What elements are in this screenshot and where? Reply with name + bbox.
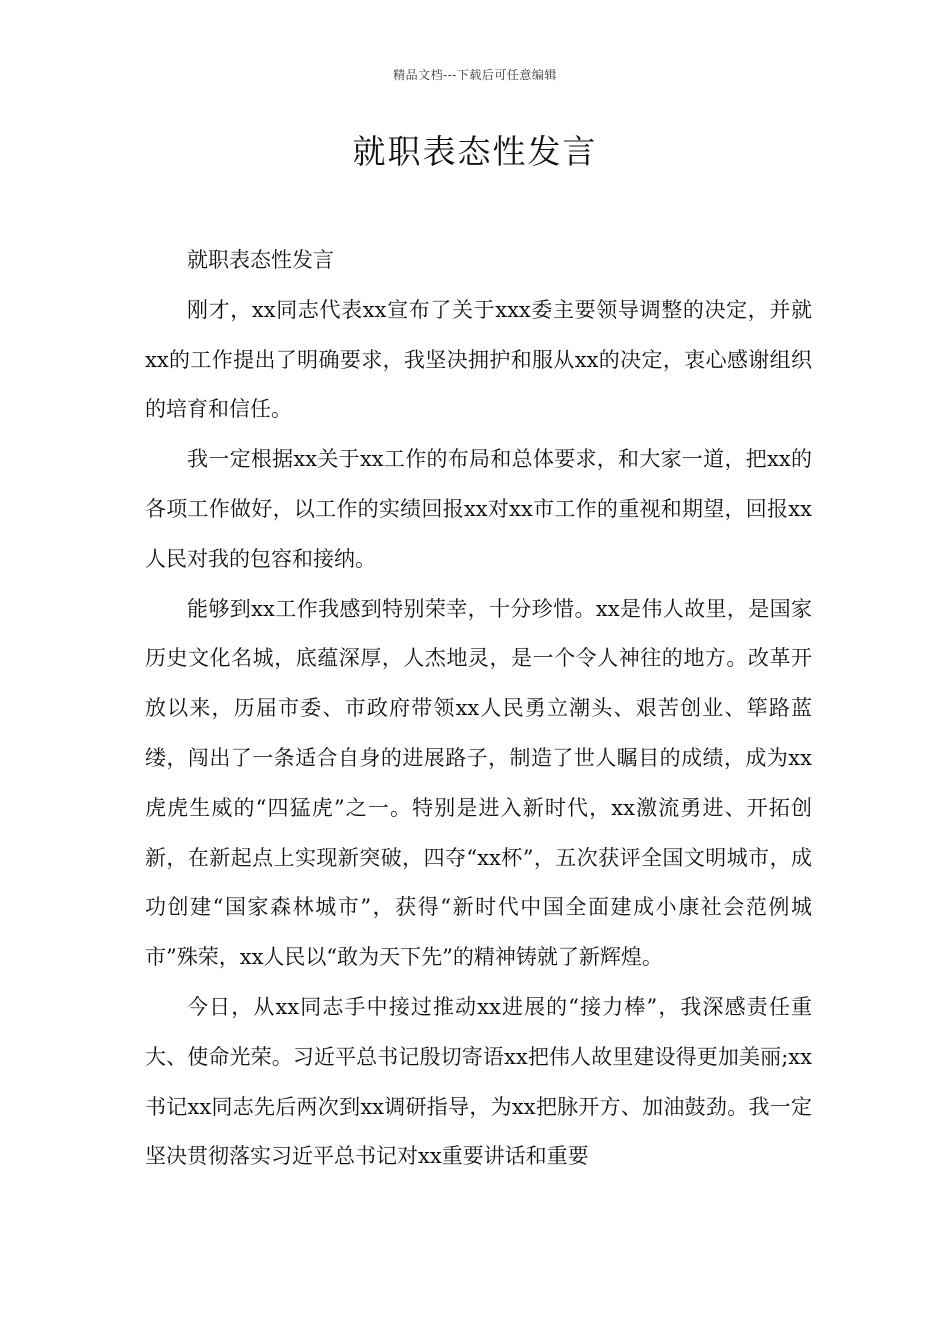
paragraph: 刚才，xx同志代表xx宣布了关于xxx委主要领导调整的决定，并就xx的工作提出了明确要求，我坚决拥护和服从xx的决定，衷心感谢组织的培育和信任。 [145, 297, 812, 422]
paragraph: 我一定根据xx关于xx工作的布局和总体要求，和大家一道，把xx的各项工作做好，以工作的实绩回报xx对xx市工作的重视和期望，回报xx人民对我的包容和接纳。 [145, 447, 812, 571]
paragraph: 今日，从xx同志手中接过推动xx进展的“接力棒”，我深感责任重大、使命光荣。习近平总书记殷切寄语xx把伟人故里建设得更加美丽;xx书记xx同志先后两次到xx调研指导，为xx把脉开方、加油鼓劲。我一定坚决贯彻落实习近平总书记对xx重要讲话和重要 [145, 994, 812, 1169]
header-note: 精品文档---下载后可任意编辑 [393, 68, 557, 82]
paragraph-subtitle: 就职表态性发言 [187, 248, 334, 272]
page-title: 就职表态性发言 [352, 132, 598, 171]
document-body [145, 236, 812, 1182]
paragraph: 能够到xx工作我感到特别荣幸，十分珍惜。xx是伟人故里，是国家历史文化名城，底蕴深厚，人杰地灵，是一个令人神往的地方。改革开放以来，历届市委、市政府带领xx人民勇立潮头、艰苦创业、筚路蓝缕，闯出了一条适合自身的进展路子，制造了世人瞩目的成绩，成为xx虎虎生威的“四猛虎”之一。特别是进入新时代，xx激流勇进、开拓创新，在新起点上实现新突破，四夺“xx杯”，五次获评全国文明城市，成功创建“国家森林城市”，获得“新时代中国全面建成小康社会范例城市”殊荣，xx人民以“敢为天下先”的精神铸就了新辉煌。 [145, 596, 812, 970]
